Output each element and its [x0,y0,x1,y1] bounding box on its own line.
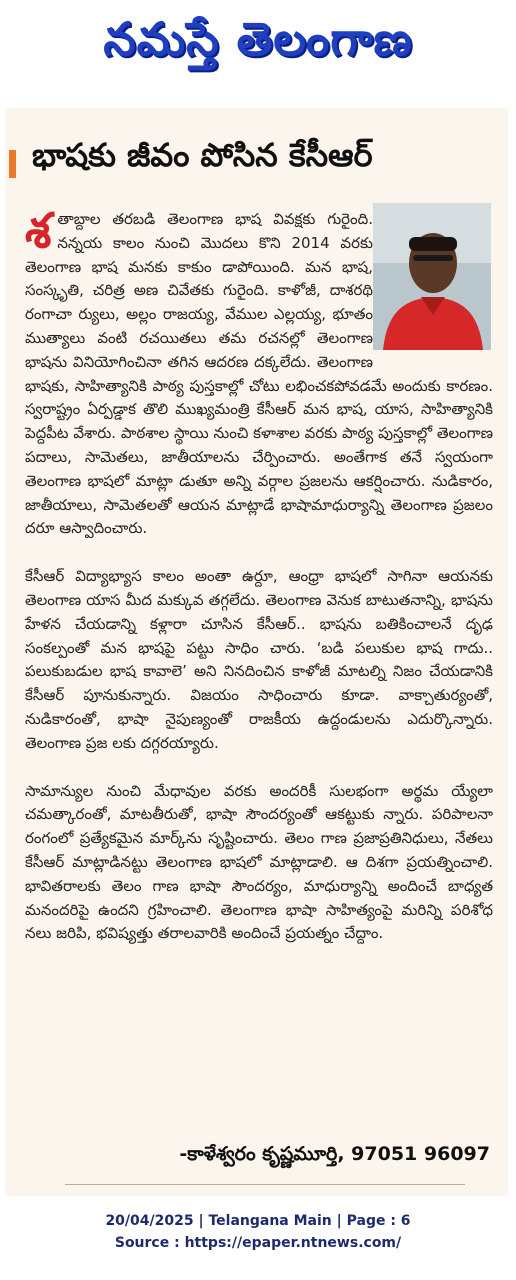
bottom-divider [65,1184,465,1185]
drop-cap: శ [25,203,52,259]
edition-info: 20/04/2025 | Telangana Main | Page : 6 [105,1213,411,1229]
photo-wrap-spacer [373,208,493,358]
page-footer [0,1210,516,1254]
author-byline [179,1143,490,1170]
article-clipping [5,108,508,1196]
author-phone: 97051 96097 [351,1143,490,1165]
paragraph-text: తాబ్దాల తరబడి తెలంగాణ భాష వివక్షకు గురైంది. నన్నయ కాలం నుంచి మొదలు కొని 2014 వరకు తెలంగాణ భాష మనకు కాకుం డాపోయింది. మన భాష, సంస్కృతి, చరిత్ర అణ చివేతకు గురైంది. కాళోజీ, దాశరథి రంగాచా ర్యులు, అల్లం రాజయ్య, వేముల ఎల్లయ్య, భూతం ముత్యాలు వంటి రచయితలు తమ రచనల్లో తెలంగాణ భాషను వినియోగించినా తగిన ఆదరణ దక్కలేదు. తెలంగాణ భాషకు, సాహిత్యానికి పాఠ్య పుస్తకాల్లో చోటు లభించకపోవడమే అందుకు కారణం. స్వరాష్ట్రం ఏర్పడ్డాక తొలి ముఖ్యమంత్రి కేసీఆర్ మన భాష, యాస, సాహిత్యానికి పెద్దపీట వేశారు. పాఠశాల స్థాయి నుంచి కళాశాల వరకు పాఠ్య పుస్తకాల్లో తెలంగాణ పదాలు, సామెతలు, జాతీయాలను చేర్పించారు. అంతేగాక తనే స్వయంగా తెలంగాణ భాషలో మాట్లా డుతూ అన్ని వర్గాల ప్రజలను ఆకర్షించారు. నుడికారం, జాతీయాలు, సామెతలతో ఆయన మాట్లాడే భాషామాధుర్యాన్ని తెలంగాణ ప్రజలం దరూ ఆస్వాదించారు. [25,210,493,538]
author-name: -కాళేశ్వరం కృష్ణమూర్తి, [179,1143,345,1165]
masthead [0,0,516,80]
article-headline: భాషకు జీవం పోసిన కేసీఆర్ [32,136,373,174]
article-paragraph-2: కేసీఆర్ విద్యాభ్యాస కాలం అంతా ఉర్దూ, ఆంధ్రా భాషలో సాగినా ఆయనకు తెలంగాణ యాస మీద మక్కువ తగ్గలేదు. తెలంగాణ వెనుక బాటుతనాన్ని, భాషను హేళన చేయడాన్ని కళ్లారా చూసిన కేసీఆర్.. భాషను బతికించాలనే దృఢ సంకల్పంతో మన భాషపై పట్టు సాధిం చారు. ‘బడి పలుకుల భాష గాదు.. పలుకుబడుల భాష కావాలె’ అని నినదించిన కాళోజీ మాటల్ని నిజం చేయడానికి కేసీఆర్ పూనుకున్నారు. విజయం సాధించారు కూడా. వాక్చాతుర్యంతో, నుడికారంతో, భాషా నైపుణ్యంతో రాజకీయ ఉద్దండులను ఎదుర్కొన్నారు. తెలంగాణ ప్రజ లకు దగ్గరయ్యారు. [25,567,493,752]
article-paragraph-1 [25,203,493,541]
headline-accent-bar [9,150,16,178]
source-link[interactable]: Source : https://epaper.ntnews.com/ [114,1235,402,1251]
article-paragraph-3: సామాన్యుల నుంచి మేధావుల వరకు అందరికీ సులభంగా అర్థమ య్యేలా చమత్కారంతో, మాటతీరుతో, భాషా సౌందర్యంతో ఆకట్టుకు న్నారు. పరిపాలనా రంగంలో ప్రత్యేకమైన మార్క్‌ను సృష్టించారు. తెలం గాణ ప్రజాప్రతినిధులు, నేతలు కేసీఆర్ మాట్లాడినట్టు తెలంగాణ భాషలో మాట్లాడాలి. ఆ దిశగా ప్రయత్నించాలి. భావితరాలకు తెలం గాణ భాషా సౌందర్యం, మాధుర్యాన్ని అందించే బాధ్యత మనందరిపై ఉందని గ్రహించాలి. తెలంగాణ భాషా సాహిత్యంపై మరిన్ని పరిశోధ నలు జరిపి, భవిష్యత్తు తరాలవారికి అందించే ప్రయత్నం చేద్దాం. [25,781,493,943]
newspaper-logo: నమస్తే తెలంగాణ [103,12,413,66]
article-body [25,203,493,970]
